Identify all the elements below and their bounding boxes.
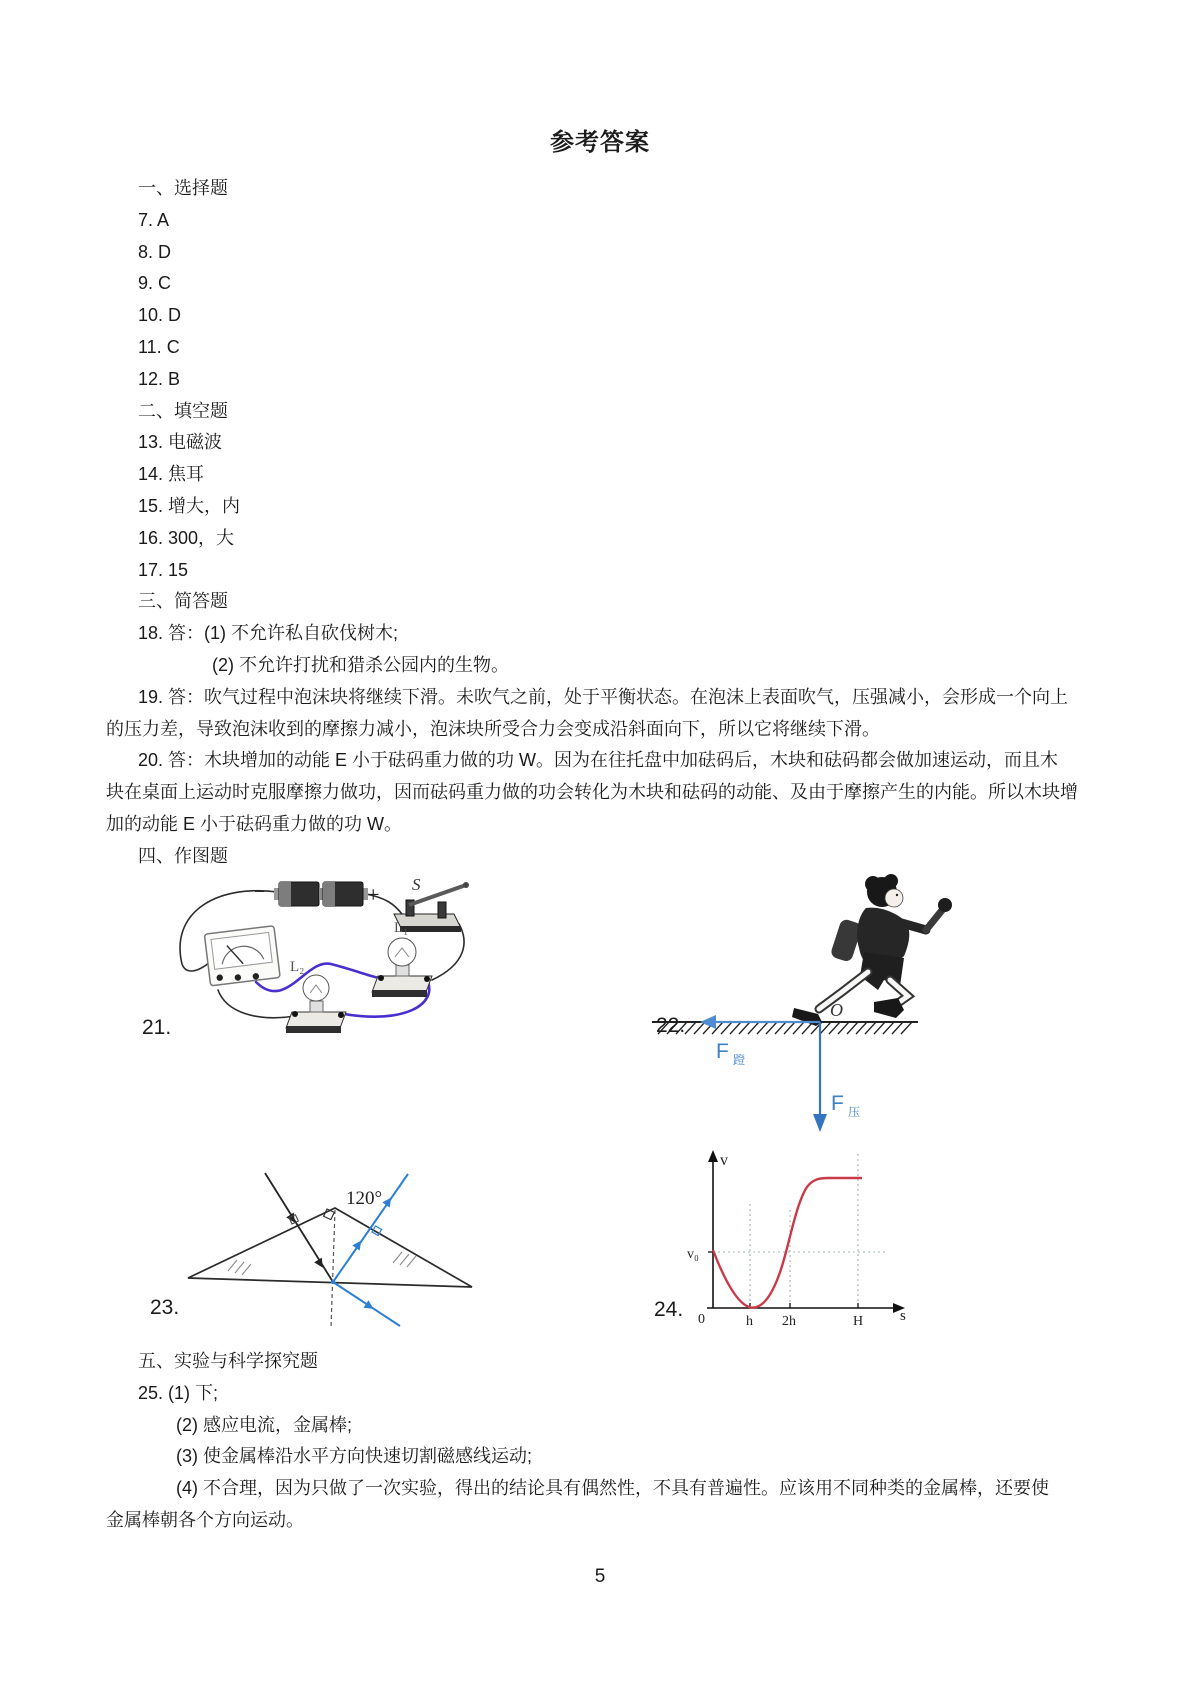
page-title: 参考答案 [550, 129, 650, 156]
x-axis-label: s [900, 1308, 906, 1324]
figure-24-speed-distance-graph [645, 1148, 915, 1330]
answer-25-line-4: (4) 不合理，因为只做了一次实验，得出的结论具有偶然性，不具有普遍性。应该用不同种类的金属棒，还要使 [176, 1478, 1049, 1499]
2h-tick-label: 2h [782, 1314, 796, 1329]
h-tick-label: h [746, 1314, 753, 1329]
answer-17: 17. 15 [138, 559, 189, 580]
ammeter [204, 926, 280, 986]
press-force-subscript: 压 [848, 1105, 861, 1119]
answer-20-line-1: 20. 答：木块增加的动能 E 小于砝码重力做的功 W。因为在往托盘中加砝码后，木块和砝码都会做加速运动，而且木 [138, 750, 1059, 771]
lamp-1-label: L₁ [394, 920, 409, 936]
graph-axes [707, 1160, 895, 1308]
answer-7: 7. A [138, 209, 170, 230]
answer-14: 14. 焦耳 [138, 464, 205, 485]
y-axis-arrowhead [708, 1150, 718, 1162]
figure-22-runner-forces [628, 868, 963, 1143]
answer-20-line-2: 块在桌面上运动时克服摩擦力做功，因而砝码重力做的功会转化为木块和砝码的动能、及由于摩擦产生的内能。所以木块增 [106, 782, 1078, 803]
answers-lower-block [106, 1346, 1096, 1537]
y-axis-label: v [720, 1152, 728, 1169]
incident-ray [265, 1173, 333, 1282]
answer-25-line-1: 25. (1) 下; [138, 1382, 219, 1403]
figure-22-label: 22. [656, 1014, 686, 1037]
answer-20-line-3: 加的动能 E 小于砝码重力做的功 W。 [106, 813, 402, 834]
lamp-2-label: L₂ [290, 959, 305, 975]
section-3-heading: 三、简答题 [138, 591, 228, 612]
answer-15: 15. 增大，内 [138, 495, 241, 516]
answer-25-line-3: (3) 使金属棒沿水平方向快速切割磁感线运动; [176, 1446, 532, 1467]
press-force-symbol: F [831, 1092, 844, 1115]
answers-upper-block [106, 173, 1096, 873]
answer-25-line-5: 金属棒朝各个方向运动。 [106, 1509, 304, 1530]
ground [652, 1022, 918, 1034]
answer-12: 12. B [138, 368, 181, 389]
battery-minus-label: − [254, 881, 266, 903]
section-5-heading: 五、实验与科学探究题 [138, 1351, 318, 1371]
figure-24-label: 24. [654, 1298, 684, 1321]
figure-21-circuit-diagram [166, 872, 471, 1052]
apex-angle-label: 120° [346, 1188, 383, 1209]
lamp-1 [372, 938, 432, 997]
speed-curve [713, 1178, 862, 1308]
H-tick-label: H [853, 1314, 864, 1329]
answer-19-line-1: 19. 答：吹气过程中泡沫块将继续下滑。未吹气之前，处于平衡状态。在泡沫上表面吹气，压强减小，会形成一个向上 [138, 686, 1069, 707]
switch-label: S [412, 875, 421, 894]
origin-label: 0 [698, 1312, 705, 1327]
answer-18-line-1: 18. 答：(1) 不允许私自砍伐树木; [138, 623, 399, 644]
v0-tick-label: v₀ [687, 1247, 699, 1262]
answer-9: 9. C [138, 273, 172, 294]
answer-18-line-2: (2) 不允许打扰和猎杀公园内的生物。 [212, 654, 509, 675]
figure-21-label: 21. [142, 1016, 172, 1039]
answer-16: 16. 300，大 [138, 527, 235, 548]
contact-point-label: O [830, 1000, 843, 1020]
answer-10: 10. D [138, 305, 182, 326]
prism-outline [188, 1208, 472, 1328]
answer-8: 8. D [138, 241, 172, 262]
section-2-heading: 二、填空题 [138, 400, 228, 421]
section-4-heading: 四、作图题 [138, 845, 228, 866]
figure-23-prism-rays [150, 1158, 510, 1338]
section-1-heading: 一、选择题 [138, 178, 228, 198]
figure-23-label: 23. [150, 1296, 180, 1319]
battery-plus-label: + [367, 882, 380, 907]
press-force-arrow [813, 1022, 827, 1132]
page-number: 5 [594, 1566, 606, 1587]
running-person [792, 874, 952, 1026]
battery-pack [274, 882, 368, 906]
answer-19-line-2: 的压力差，导致泡沫收到的摩擦力减小，泡沫块所受合力会变成沿斜面向下，所以它将继续下滑。 [106, 718, 880, 739]
answer-25-line-2: (2) 感应电流，金属棒; [176, 1414, 353, 1435]
answer-11: 11. C [138, 336, 180, 357]
answer-13: 13. 电磁波 [138, 432, 223, 453]
push-force-subscript: 蹬 [733, 1053, 746, 1067]
push-force-symbol: F [716, 1040, 729, 1063]
